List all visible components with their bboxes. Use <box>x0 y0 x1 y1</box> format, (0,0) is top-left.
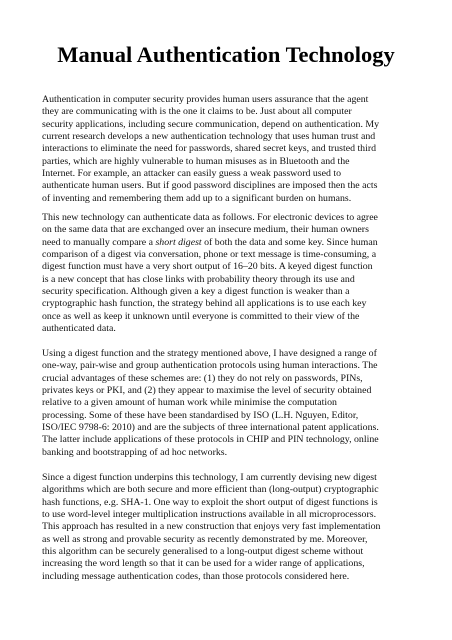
text-line <box>42 447 414 459</box>
text-line <box>42 410 414 422</box>
text-segment: Since a digest function underpins this technology, I am currently devising new digest <box>42 472 377 483</box>
text-line <box>42 348 414 360</box>
text-line <box>42 373 414 385</box>
text-segment: Authentication in computer security provides human users assurance that the agent <box>42 94 369 105</box>
text-line <box>42 521 414 533</box>
text-line <box>42 484 414 496</box>
text-line <box>42 224 414 236</box>
text-line <box>42 298 414 310</box>
text-line <box>42 434 414 446</box>
text-segment: crucial advantages of these schemes are: (1) they do not rely on passwords, PINs, <box>42 372 363 384</box>
text-line <box>42 422 414 434</box>
paragraph <box>42 212 414 335</box>
text-segment: as well as strong and provable security as recently demonstrated by me. Moreover, <box>42 533 368 545</box>
text-segment: they are communicating with is the one it claims to be. Just about all computer <box>42 106 352 118</box>
text-line <box>42 497 414 509</box>
text-segment: security specification. Although given a key a digest function is weaker than a <box>42 286 350 298</box>
text-segment: The latter include applications of these protocols in CHIP and PIN technology, online <box>42 434 379 446</box>
paragraph <box>42 94 414 205</box>
text-line <box>42 385 414 397</box>
text-segment: security applications, including secure communication, depend on authentication. My <box>42 118 380 130</box>
text-line <box>42 143 414 155</box>
text-segment: interactions to eliminate the need for passwords, shared secret keys, and trusted third <box>42 143 377 155</box>
text-line <box>42 274 414 286</box>
text-segment: Using a digest function and the strategy mentioned above, I have designed a range of <box>42 348 377 359</box>
text-segment: to use word-level integer multiplication instructions available in all microprocessors. <box>42 509 377 521</box>
text-segment: relative to a given amount of human work while minimise the computation <box>42 397 337 409</box>
text-segment: on the same data that are exchanged over an insecure medium, their human owners <box>42 224 369 236</box>
text-segment: need to manually compare a <box>42 236 156 248</box>
text-line <box>42 237 414 249</box>
text-line <box>42 558 414 570</box>
text-segment: authenticate human users. But if good password disciplines are imposed then the acts <box>42 180 378 192</box>
text-segment: one-way, pair-wise and group authentication protocols using human interactions. The <box>42 360 378 372</box>
text-line <box>42 311 414 323</box>
text-line <box>42 546 414 558</box>
text-line <box>42 249 414 261</box>
text-line <box>42 156 414 168</box>
text-segment: hash functions, e.g. SHA-1. One way to exploit the short output of digest functions is <box>42 496 378 508</box>
text-segment: processing. Some of these have been standardised by ISO (L.H. Nguyen, Editor, <box>42 409 359 421</box>
text-segment: authenticated data. <box>42 323 116 335</box>
text-segment: ISO/IEC 9798-6: 2010) and are the subjects of three international patent applications. <box>42 422 379 434</box>
text-segment: parties, which are highly vulnerable to human misuses as in Bluetooth and the <box>42 155 350 167</box>
text-line <box>42 212 414 224</box>
text-segment: digest function must have a very short output of 16‒20 bits. A keyed digest function <box>42 261 373 273</box>
text-line <box>42 534 414 546</box>
text-line <box>42 168 414 180</box>
text-line <box>42 193 414 205</box>
text-segment: short digest <box>155 236 202 248</box>
text-line <box>42 131 414 143</box>
text-segment: of both the data and some key. Since human <box>201 236 378 248</box>
text-line <box>42 261 414 273</box>
text-segment: banking and bootstrapping of ad hoc networks. <box>42 446 228 458</box>
text-segment: current research develops a new authentication technology that uses human trust and <box>42 131 376 143</box>
text-segment: This new technology can authenticate data as follows. For electronic devices to agree <box>42 212 378 223</box>
text-segment: including message authentication codes, than those protocols considered here. <box>42 570 350 582</box>
text-line <box>42 180 414 192</box>
text-segment: cryptographic hash function, the strategy behind all applications is to use each key <box>42 298 367 310</box>
text-line <box>42 472 414 484</box>
text-line <box>42 571 414 583</box>
text-segment: Internet. For example, an attacker can easily guess a weak password used to <box>42 168 342 180</box>
text-segment: increasing the word length so that it can be used for a wider range of applications, <box>42 558 365 570</box>
text-line <box>42 397 414 409</box>
text-segment: once as well as keep it unknown until everyone is committed to their view of the <box>42 310 360 322</box>
text-segment: of inventing and remembering them add up to a significant burden on humans. <box>42 192 352 204</box>
text-segment: this algorithm can be securely generalised to a long-output digest scheme without <box>42 546 364 558</box>
text-line <box>42 509 414 521</box>
text-line <box>42 286 414 298</box>
text-segment: privates keys or PKI, and (2) they appear to maximise the level of security obtained <box>42 385 372 397</box>
paragraph <box>42 348 414 459</box>
paragraph <box>42 472 414 583</box>
text-line <box>42 119 414 131</box>
text-line <box>42 323 414 335</box>
text-line <box>42 94 414 106</box>
text-segment: is a new concept that has close links with probability theory through its use and <box>42 273 355 285</box>
text-line <box>42 360 414 372</box>
text-segment: comparison of a digest via conversation, phone or text message is time-consuming, a <box>42 249 377 261</box>
document-title: Manual Authentication Technology <box>57 42 395 67</box>
text-line <box>42 106 414 118</box>
text-segment: algorithms which are both secure and more efficient than (long-output) cryptographic <box>42 484 379 496</box>
text-segment: This approach has resulted in a new construction that enjoys very fast implementation <box>42 521 381 533</box>
